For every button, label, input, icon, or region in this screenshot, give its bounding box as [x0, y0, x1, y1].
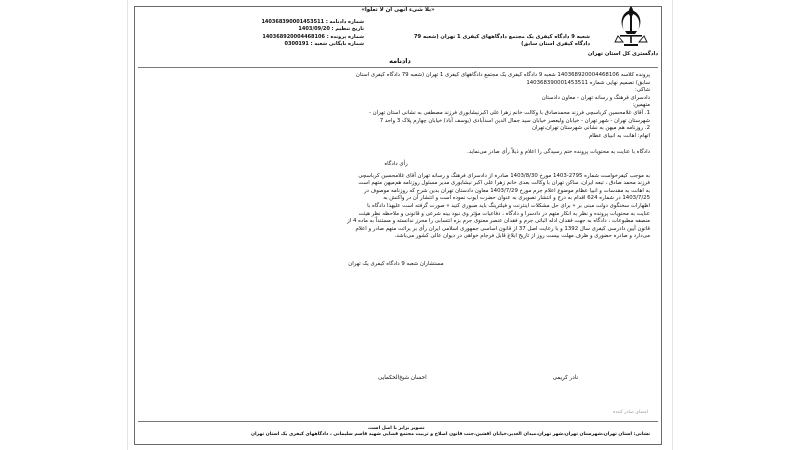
meta-row: شماره پرونده : 140368920004468106 [262, 33, 364, 40]
footer-divider [138, 421, 658, 422]
verdict-line: به موجب کیفرخواست شماره 2795-1403 مورخ 1403/8/30 صادره از دادسرای فرهنگ و رسانه تهران آقای غلامحسین کرباسچی [358, 172, 650, 179]
document-body [142, 72, 650, 268]
copy-note: تصویر برابر با اصل است. [367, 426, 425, 431]
bismillah-line: «بلا شیء انهی ان لا تعلوا» [361, 7, 435, 13]
verdict-line: عنایت به محتویات پرونده و نظر به انکار متهم در دادسرا و دادگاه ، دفاعیات مؤثر وی نبود بینه شرعی و قانونی و ملاحظه نظر هیئت [358, 210, 650, 217]
meta-row: شماره بایگانی شعبه : 0300191 [284, 41, 364, 48]
signature-note: امضای صادر کننده [613, 410, 648, 415]
address-line: نشانی: استان تهران،شهرستان تهران،شهر تهران،میدان الغدیر،خیابان افشین،جنب قانون اصلاح و تربیت مجتمع قضایی شهید قاسم سلیمانی ، دادگاههای کیفری یک استان تهران [251, 432, 650, 438]
intro-paragraph: دادگاه با عنایت به محتویات پرونده ختم رسیدگی را اعلام و ذیلاً رأی صادر می‌نماید. [467, 149, 650, 156]
branch-title: شعبه 9 دادگاه کیفری یک مجتمع دادگاههای کیفری 1 تهران (شعبه 79 دادگاه کیفری استان سابق) [413, 34, 590, 48]
signers [378, 375, 578, 381]
accused-item: شهرستان تهران - شهر تهران - خیابان ولیعصر خیابان سید جمال الدین اسدآبادی (یوسف آباد) خیابان چهارم پلاک 3 واحد 7 [379, 117, 650, 124]
complainant: دادسرای فرهنگ و رسانه تهران - معاون دادستان [541, 94, 650, 101]
case-line: سابق) تصمیم نهایی شماره 140368390001453511 [526, 79, 650, 86]
case-line: پرونده کلاسه 140368920004468106 شعبه 9 دادگاه کیفری یک مجتمع دادگاههای کیفری 1 تهران (شعبه 79 دادگاه کیفری استان [355, 72, 650, 78]
verdict-line: 1403/7/25 در شماره 624 اقدام به درج و انتشار تصویری به عنوان حضرت ایوب نموده است و انتشار آن در واکنش به [383, 195, 650, 202]
verdict-title: رأی دادگاه [384, 160, 408, 167]
charge: اتهام: اهانت به انبیای عظام [588, 132, 650, 139]
verdict-line: اظهارات سخنگوی دولت مبنی بر « برای حل مشکلات اینترنت و فیلترینگ باید صبوری کنید » صورت گرفته است علیهذا دادگاه با [367, 202, 650, 209]
verdict-line: منصفه مطبوعات ، دادگاه به جهت فقدان ادله اثباتی جرم و فقدان عنصر معنوی جرم بزه انتسابی را محرز ندانسته و مستنداً به ماده 4 از [347, 218, 650, 225]
accused-label: متهمین: [632, 102, 650, 109]
accused-item: 1. آقای غلامحسین کرباسچی فرزند محمدصادق با وکالت خانم زهرا علی اکبرنیشابوری فرزند مصطفی به نشانی استان تهران - [369, 109, 650, 116]
document-page [127, 0, 673, 450]
iran-emblem-icon [612, 4, 650, 50]
verdict-line: به اهانت به مقدسات و انبیا عظام موضوع اعلام جرم مورخ 1403/7/29 معاون دادستان تهران بدین شرح که روزنامه موصوف در [363, 187, 650, 194]
document-title: دادنامه [389, 57, 411, 65]
verdict-line: فرزند محمد صادق ، تبعه ایران، ساکن تهران با وکالت بعدی خانم زهرا علی اکبر نیشابوری مدیر مسئول روزنامه هم‌میهن متهم است [358, 180, 650, 187]
verdict-line: می‌دارد و صادره حضوری و ظرف مهلت بیست روز از تاریخ ابلاغ قابل فرجام خواهی در دیوان عالی کشور می‌باشد. [394, 233, 650, 240]
accused-item: 2. روزنامه هم میهن به نشانی شهرستان تهران،تهران [531, 125, 650, 132]
signer-name: احسان شیخ‌الحکمایی [378, 375, 427, 381]
court-name: دادگستری کل استان تهران [587, 51, 659, 57]
header-divider [138, 67, 658, 68]
meta-row: شماره دادنامه : 140368390001453511 [261, 19, 364, 25]
meta-row: تاریخ تنظیم : 1403/09/20 [298, 26, 364, 33]
complainant-label: شاکی: [634, 87, 650, 94]
document-footer [142, 426, 650, 439]
advisors-title: مستشاران شعبه 9 دادگاه کیفری یک تهران [348, 260, 444, 267]
signer-name: نادر کریمی [552, 375, 578, 381]
verdict-line: قانون آیین دادرسی کیفری سال 1392 و با رعایت اصل 37 از قانون اساسی جمهوری اسلامی ایران رأی بر برائت متهم صادر و اعلام [355, 225, 650, 232]
